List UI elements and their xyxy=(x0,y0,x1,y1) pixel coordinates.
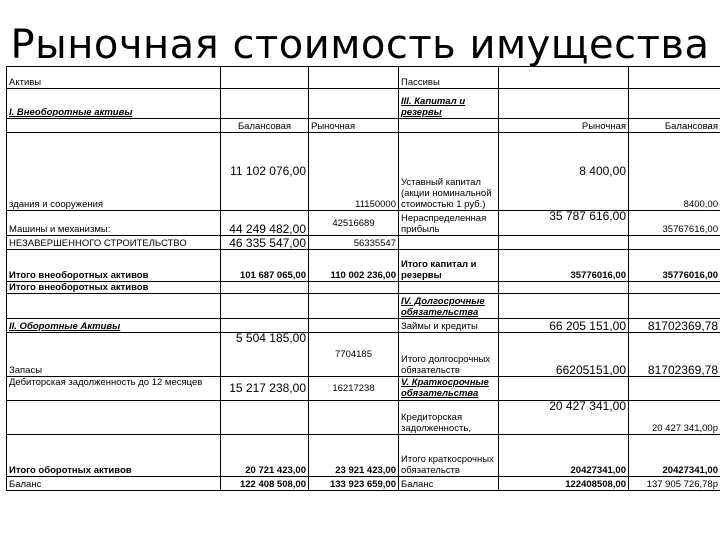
section-shortterm: V. Краткосрочные обязательства xyxy=(399,377,499,401)
total-shortterm-balance: 20427341,00 xyxy=(629,435,720,477)
capital-balance: 8400,00 xyxy=(629,133,720,211)
total-current-balance: 20 721 423,00 xyxy=(221,435,309,477)
total-shortterm-market: 20427341,00 xyxy=(499,435,629,477)
market-col-header: Рыночная xyxy=(309,119,399,133)
machines-balance: 44 249 482,00 xyxy=(221,211,309,236)
total-current-label: Итого оборотных активов xyxy=(7,435,221,477)
balance-label-right: Баланс xyxy=(399,477,499,491)
retained-balance: 35767616,00 xyxy=(629,211,720,236)
inventory-balance: 5 504 185,00 xyxy=(221,333,309,377)
buildings-balance: 11 102 076,00 xyxy=(221,133,309,211)
total-current-market: 23 921 423,00 xyxy=(309,435,399,477)
retained-market: 35 787 616,00 xyxy=(499,211,629,236)
total-longterm-label: Итого долгосрочных обязательств xyxy=(399,333,499,377)
page-title: Рыночная стоимость имущества xyxy=(10,22,710,68)
payables-balance: 20 427 341,00р xyxy=(629,401,720,435)
receivables-market: 16217238 xyxy=(309,377,399,401)
payables-label: Кредиторская задолженность, xyxy=(399,401,499,435)
assets-header: Активы xyxy=(7,67,221,89)
buildings-market: 11150000 xyxy=(309,133,399,211)
total-noncurrent-market: 110 002 236,00 xyxy=(309,250,399,282)
total-longterm-balance: 81702369,78 xyxy=(629,333,720,377)
balance-label: Баланс xyxy=(7,477,221,491)
market-col-header-right: Рыночная xyxy=(499,119,629,133)
section-noncurrent-assets: I. Внеоборотные активы xyxy=(7,89,221,119)
balance-total-market: 133 923 659,00 xyxy=(309,477,399,491)
inventory-label: Запасы xyxy=(7,333,221,377)
loans-label: Займы и кредиты xyxy=(399,319,499,333)
total-shortterm-label: Итого краткосрочных обязательств xyxy=(399,435,499,477)
construction-market: 56335547 xyxy=(309,236,399,250)
total-capital-label: Итого капитал и резервы xyxy=(399,250,499,282)
section-capital: III. Капитал и резервы xyxy=(399,89,499,119)
total-capital-market: 35776016,00 xyxy=(499,250,629,282)
valuation-table xyxy=(6,66,720,491)
balance-right-balance: 137 905 726,78р xyxy=(629,477,720,491)
balance-col-header: Балансовая xyxy=(221,119,309,133)
total-noncurrent-balance: 101 687 065,00 xyxy=(221,250,309,282)
receivables-balance: 15 217 238,00 xyxy=(221,377,309,401)
retained-label: Нераспределенная прибыль xyxy=(399,211,499,236)
buildings-label: здания и сооружения xyxy=(7,133,221,211)
total-longterm-market: 66205151,00 xyxy=(499,333,629,377)
capital-market: 8 400,00 xyxy=(499,133,629,211)
total-noncurrent-label-2: Итого внеоборотных активов xyxy=(7,282,221,294)
total-capital-balance: 35776016,00 xyxy=(629,250,720,282)
section-current-assets: II. Оборотные Активы xyxy=(7,319,221,333)
capital-label: Уставный капитал (акции номинальной стоимостью 1 руб.) xyxy=(399,133,499,211)
payables-market: 20 427 341,00 xyxy=(499,401,629,435)
total-noncurrent-label: Итого внеоборотных активов xyxy=(7,250,221,282)
balance-right-market: 122408508,00 xyxy=(499,477,629,491)
construction-label: НЕЗАВЕРШЕННОГО СТРОИТЕЛЬСТВО xyxy=(7,236,221,250)
receivables-label: Дебиторская задолженность до 12 месяцев xyxy=(7,377,221,401)
construction-balance: 46 335 547,00 xyxy=(221,236,309,250)
loans-market: 66 205 151,00 xyxy=(499,319,629,333)
machines-market: 42516689 xyxy=(309,211,399,236)
machines-label: Машины и механизмы: xyxy=(7,211,221,236)
balance-total-balance: 122 408 508,00 xyxy=(221,477,309,491)
inventory-market: 7704185 xyxy=(309,333,399,377)
loans-balance: 81702369,78 xyxy=(629,319,720,333)
section-longterm: IV. Долгосрочные обязательства xyxy=(399,294,499,319)
liabilities-header: Пассивы xyxy=(399,67,499,89)
balance-col-header-right: Балансовая xyxy=(629,119,720,133)
